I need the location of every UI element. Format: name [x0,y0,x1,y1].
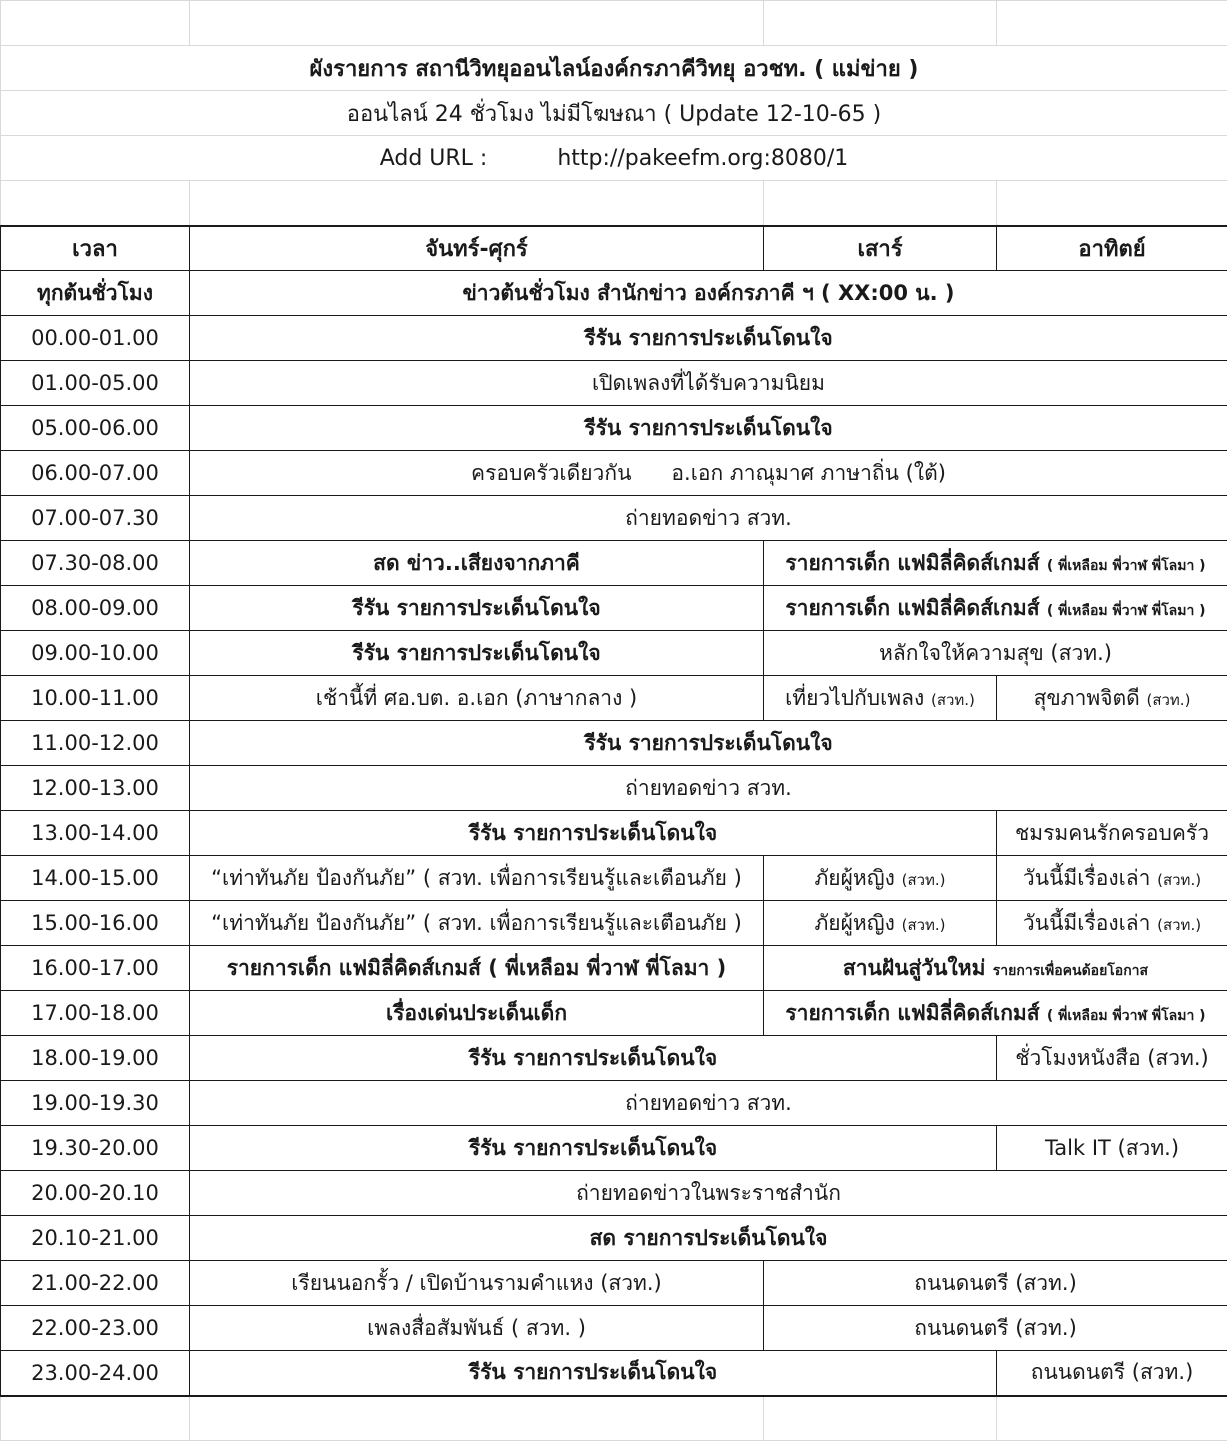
weekend-program-cell [764,541,1227,586]
col-header-saturday: เสาร์ [764,226,997,271]
sunday-program-cell [997,901,1227,946]
url-label: Add URL : [379,145,488,171]
program-note: (สวท.) [901,870,946,889]
schedule-row [1,1036,1227,1081]
saturday-program-cell [764,856,997,901]
weekday-program-cell: “เท่าทันภัย ป้องกันภัย” ( สวท. เพื่อการเรียนรู้และเตือนภัย ) [190,856,764,901]
weekday-program-cell: เช้านี้ที่ ศอ.บต. อ.เอก (ภาษากลาง ) [190,676,764,721]
program-note: (สวท.) [1157,870,1202,889]
program-cell: สด รายการประเด็นโดนใจ [190,1216,1227,1261]
blank-row [1,1,1227,46]
program-cell: รีรัน รายการประเด็นโดนใจ [190,721,1227,766]
program-cell: รีรัน รายการประเด็นโดนใจ [190,316,1227,361]
program-cell: ข่าวต้นชั่วโมง สำนักข่าว องค์กรภาคี ฯ ( XX:00 น. ) [190,271,1227,316]
weekday-saturday-program-cell: รีรัน รายการประเด็นโดนใจ [190,1126,997,1171]
schedule-row [1,811,1227,856]
program-cell: ถ่ายทอดข่าว สวท. [190,766,1227,811]
sheet-subtitle: ออนไลน์ 24 ชั่วโมง ไม่มีโฆษณา ( Update 12-10-65 ) [1,91,1227,136]
time-cell: 12.00-13.00 [1,766,190,811]
weekday-program-cell: รีรัน รายการประเด็นโดนใจ [190,631,764,676]
time-cell: 00.00-01.00 [1,316,190,361]
schedule-row [1,1216,1227,1261]
weekday-saturday-program-cell: รีรัน รายการประเด็นโดนใจ [190,1351,997,1396]
schedule-row [1,991,1227,1036]
time-cell: 16.00-17.00 [1,946,190,991]
program-cell: ถ่ายทอดข่าว สวท. [190,1081,1227,1126]
weekday-program-cell: สด ข่าว..เสียงจากภาคี [190,541,764,586]
schedule-row [1,1306,1227,1351]
schedule-row [1,676,1227,721]
program-name: รายการเด็ก แฟมิลี่คิดส์เกมส์ [785,1000,1040,1025]
program-cell: รีรัน รายการประเด็นโดนใจ [190,406,1227,451]
schedule-row [1,496,1227,541]
schedule-row [1,766,1227,811]
col-header-sunday: อาทิตย์ [997,226,1227,271]
time-cell: 10.00-11.00 [1,676,190,721]
sunday-program-cell: ชมรมคนรักครอบครัว [997,811,1227,856]
sunday-program-cell: ถนนดนตรี (สวท.) [997,1351,1227,1396]
sheet-title: ผังรายการ สถานีวิทยุออนไลน์องค์กรภาคีวิทยุ อวชท. ( แม่ข่าย ) [1,46,1227,91]
program-name: รายการเด็ก แฟมิลี่คิดส์เกมส์ [785,595,1040,620]
sunday-program-cell [997,856,1227,901]
time-cell: 05.00-06.00 [1,406,190,451]
program-cell: เปิดเพลงที่ได้รับความนิยม [190,361,1227,406]
schedule-row [1,946,1227,991]
time-cell: 22.00-23.00 [1,1306,190,1351]
program-note: (สวท.) [1146,690,1191,709]
time-cell: 07.30-08.00 [1,541,190,586]
time-cell: 13.00-14.00 [1,811,190,856]
schedule-row [1,586,1227,631]
time-cell: 08.00-09.00 [1,586,190,631]
schedule-row [1,856,1227,901]
time-cell: 01.00-05.00 [1,361,190,406]
time-cell: 06.00-07.00 [1,451,190,496]
weekend-program-cell: ถนนดนตรี (สวท.) [764,1306,1227,1351]
sunday-program-cell: ชั่วโมงหนังสือ (สวท.) [997,1036,1227,1081]
weekday-program-cell: เรื่องเด่นประเด็นเด็ก [190,991,764,1036]
schedule-row [1,1081,1227,1126]
stream-url: http://pakeefm.org:8080/1 [557,145,849,171]
time-cell: 20.10-21.00 [1,1216,190,1261]
time-cell: 23.00-24.00 [1,1351,190,1396]
program-note: รายการเพื่อคนด้อยโอกาส [992,962,1149,979]
schedule-row [1,721,1227,766]
time-cell: 15.00-16.00 [1,901,190,946]
time-cell: ทุกต้นชั่วโมง [1,271,190,316]
weekday-program-cell: เพลงสื่อสัมพันธ์ ( สวท. ) [190,1306,764,1351]
weekday-program-cell: “เท่าทันภัย ป้องกันภัย” ( สวท. เพื่อการเรียนรู้และเตือนภัย ) [190,901,764,946]
schedule-row [1,451,1227,496]
time-cell: 11.00-12.00 [1,721,190,766]
schedule-row [1,901,1227,946]
program-name: ครอบครัวเดียวกัน [471,460,632,485]
weekend-program-cell [764,991,1227,1036]
schedule-row [1,541,1227,586]
sunday-program-cell: Talk IT (สวท.) [997,1126,1227,1171]
schedule-row [1,1351,1227,1396]
time-cell: 20.00-20.10 [1,1171,190,1216]
schedule-row [1,316,1227,361]
program-name: วันนี้มีเรื่องเล่า [1022,910,1151,935]
program-cell [190,451,1227,496]
program-name: เที่ยวไปกับเพลง [785,685,925,710]
schedule-row [1,1126,1227,1171]
time-cell: 19.00-19.30 [1,1081,190,1126]
saturday-program-cell [764,676,997,721]
program-note: (สวท.) [1157,915,1202,934]
program-note: ( พี่เหลือม พี่วาฬ พี่โลมา ) [1046,557,1206,574]
time-cell: 21.00-22.00 [1,1261,190,1306]
col-header-weekday: จันทร์-ศุกร์ [190,226,764,271]
weekend-program-cell [764,946,1227,991]
program-name: ภัยผู้หญิง [814,865,895,890]
sunday-program-cell [997,676,1227,721]
program-note: ( พี่เหลือม พี่วาฬ พี่โลมา ) [1046,602,1206,619]
weekend-program-cell: ถนนดนตรี (สวท.) [764,1261,1227,1306]
program-cell: ถ่ายทอดข่าว สวท. [190,496,1227,541]
time-cell: 07.00-07.30 [1,496,190,541]
weekday-saturday-program-cell: รีรัน รายการประเด็นโดนใจ [190,811,997,856]
time-cell: 09.00-10.00 [1,631,190,676]
weekend-program-cell [764,586,1227,631]
column-header-row [1,226,1227,271]
stream-url-line [1,136,1227,181]
blank-row [1,181,1227,226]
weekend-program-cell: หลักใจให้ความสุข (สวท.) [764,631,1227,676]
schedule-row [1,1171,1227,1216]
schedule-row [1,361,1227,406]
weekday-program-cell: รีรัน รายการประเด็นโดนใจ [190,586,764,631]
schedule-row [1,1261,1227,1306]
schedule-row [1,406,1227,451]
program-host: อ.เอก ภาณุมาศ ภาษาถิ่น (ใต้) [671,460,946,485]
time-cell: 19.30-20.00 [1,1126,190,1171]
weekday-program-cell: เรียนนอกรั้ว / เปิดบ้านรามคำแหง (สวท.) [190,1261,764,1306]
program-name: รายการเด็ก แฟมิลี่คิดส์เกมส์ [785,550,1040,575]
program-name: ภัยผู้หญิง [814,910,895,935]
program-cell: ถ่ายทอดข่าวในพระราชสำนัก [190,1171,1227,1216]
schedule-row [1,271,1227,316]
time-cell: 14.00-15.00 [1,856,190,901]
saturday-program-cell [764,901,997,946]
program-name: สุขภาพจิตดี [1033,685,1140,710]
weekday-program-cell: รายการเด็ก แฟมิลี่คิดส์เกมส์ ( พี่เหลือม พี่วาฬ พี่โลมา ) [190,946,764,991]
program-name: วันนี้มีเรื่องเล่า [1022,865,1151,890]
weekday-saturday-program-cell: รีรัน รายการประเด็นโดนใจ [190,1036,997,1081]
time-cell: 18.00-19.00 [1,1036,190,1081]
schedule-row [1,631,1227,676]
program-note: ( พี่เหลือม พี่วาฬ พี่โลมา ) [1046,1007,1206,1024]
program-note: (สวท.) [901,915,946,934]
blank-row [1,1396,1227,1441]
program-name: สานฝันสู่วันใหม่ [842,955,986,980]
program-note: (สวท.) [930,690,975,709]
col-header-time: เวลา [1,226,190,271]
time-cell: 17.00-18.00 [1,991,190,1036]
